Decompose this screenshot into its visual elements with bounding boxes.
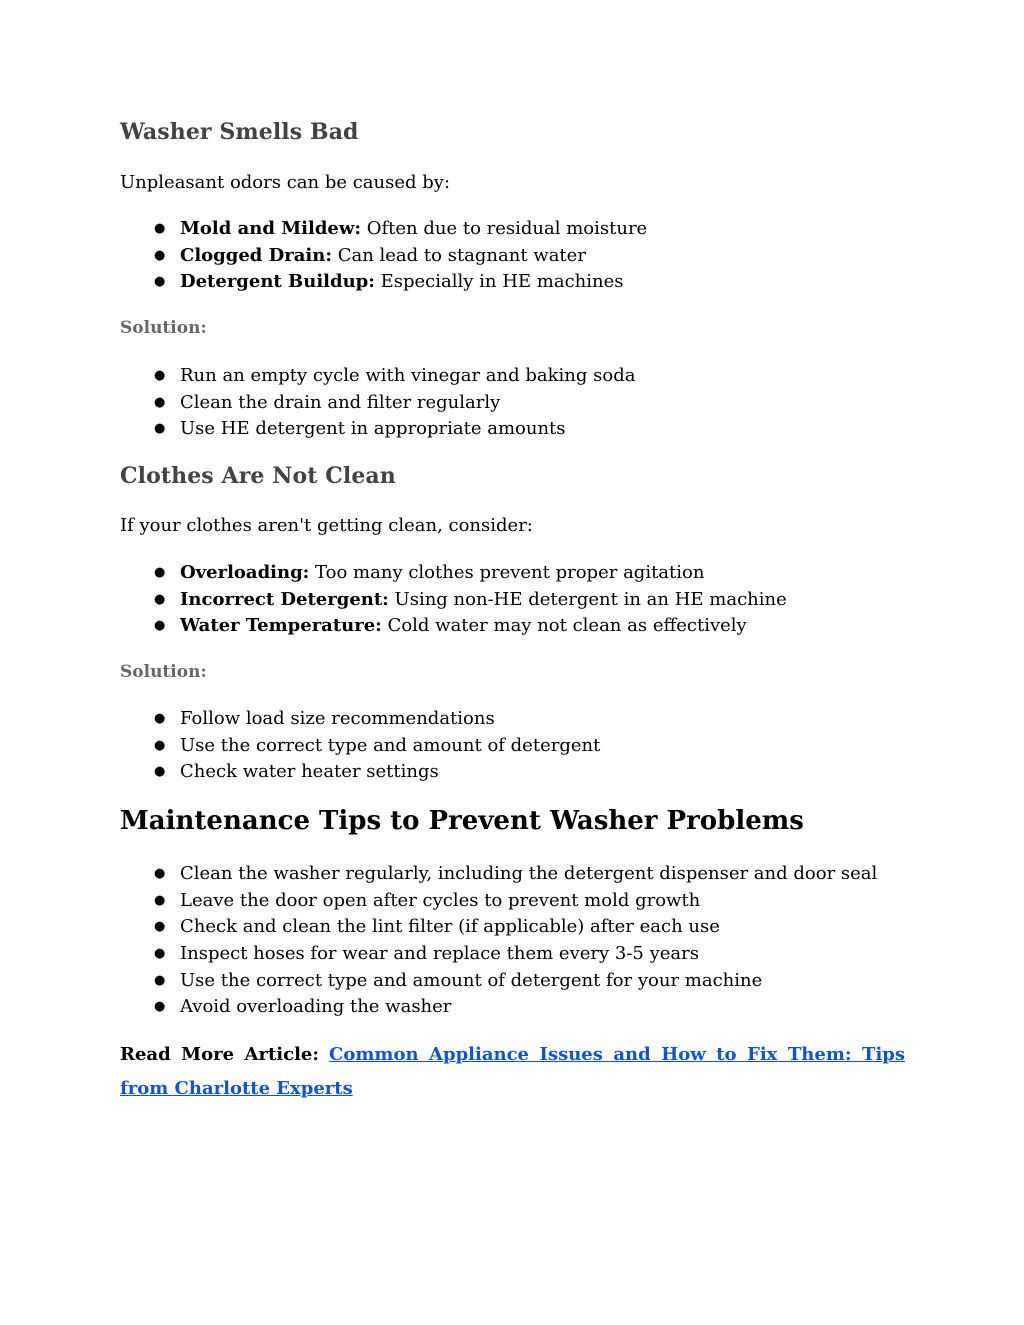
list-item: ● Clogged Drain: Can lead to stagnant water	[120, 243, 647, 270]
bullet-icon: ●	[154, 565, 166, 580]
odor-causes-list	[120, 216, 647, 296]
bullet-icon: ●	[154, 737, 166, 753]
list-item: ● Clean the washer regularly, including the detergent dispenser and door seal	[120, 861, 877, 888]
bullet-icon: ●	[154, 421, 166, 437]
bullet-icon: ●	[154, 221, 166, 236]
bullet-icon: ●	[154, 274, 166, 290]
section-intro-not-clean: If your clothes aren't getting clean, consider:	[120, 515, 533, 536]
solution-heading-not-clean: Solution:	[120, 662, 207, 682]
list-item: ● Water Temperature: Cold water may not clean as effectively	[120, 613, 787, 640]
list-item: ● Inspect hoses for wear and replace them every 3-5 years	[120, 941, 877, 968]
bullet-icon: ●	[154, 999, 166, 1015]
list-item: ● Use the correct type and amount of detergent	[120, 733, 600, 760]
read-more-label: Read More Article:	[120, 1044, 320, 1065]
odor-solutions-list	[120, 363, 635, 443]
list-item: ● Mold and Mildew: Often due to residual moisture	[120, 216, 647, 243]
list-item: ● Check water heater settings	[120, 759, 600, 786]
section-heading-washer-smells-bad: Washer Smells Bad	[120, 119, 359, 145]
solution-heading-odors: Solution:	[120, 318, 207, 338]
maintenance-tips-list	[120, 861, 877, 1021]
read-more-article-link[interactable]: Common Appliance Issues and How to Fix Them: Tips from Charlotte Experts	[120, 1044, 905, 1099]
bullet-icon: ●	[154, 946, 166, 962]
list-item: ● Detergent Buildup: Especially in HE machines	[120, 269, 647, 296]
list-item: ● Use HE detergent in appropriate amounts	[120, 416, 635, 443]
list-item: ● Incorrect Detergent: Using non-HE detergent in an HE machine	[120, 587, 787, 614]
list-item: ● Leave the door open after cycles to prevent mold growth	[120, 888, 877, 915]
bullet-icon: ●	[154, 247, 166, 263]
list-item: ● Use the correct type and amount of detergent for your machine	[120, 968, 877, 995]
bullet-icon: ●	[154, 591, 166, 607]
not-clean-causes-list	[120, 560, 787, 640]
list-item: ● Follow load size recommendations	[120, 706, 600, 733]
bullet-icon: ●	[154, 764, 166, 780]
bullet-icon: ●	[154, 972, 166, 988]
section-intro-odors: Unpleasant odors can be caused by:	[120, 172, 451, 193]
list-item: ● Overloading: Too many clothes prevent proper agitation	[120, 560, 787, 587]
list-item: ● Check and clean the lint filter (if applicable) after each use	[120, 914, 877, 941]
not-clean-solutions-list	[120, 706, 600, 786]
read-more-paragraph	[120, 1038, 905, 1106]
list-item: ● Avoid overloading the washer	[120, 994, 877, 1021]
bullet-icon: ●	[154, 368, 166, 383]
bullet-icon: ●	[154, 919, 166, 935]
bullet-icon: ●	[154, 892, 166, 908]
section-heading-clothes-not-clean: Clothes Are Not Clean	[120, 463, 396, 489]
section-heading-maintenance-tips: Maintenance Tips to Prevent Washer Problems	[120, 806, 804, 836]
bullet-icon: ●	[154, 394, 166, 410]
bullet-icon: ●	[154, 866, 166, 881]
list-item: ● Run an empty cycle with vinegar and baking soda	[120, 363, 635, 390]
bullet-icon: ●	[154, 618, 166, 634]
bullet-icon: ●	[154, 711, 166, 726]
list-item: ● Clean the drain and filter regularly	[120, 390, 635, 417]
